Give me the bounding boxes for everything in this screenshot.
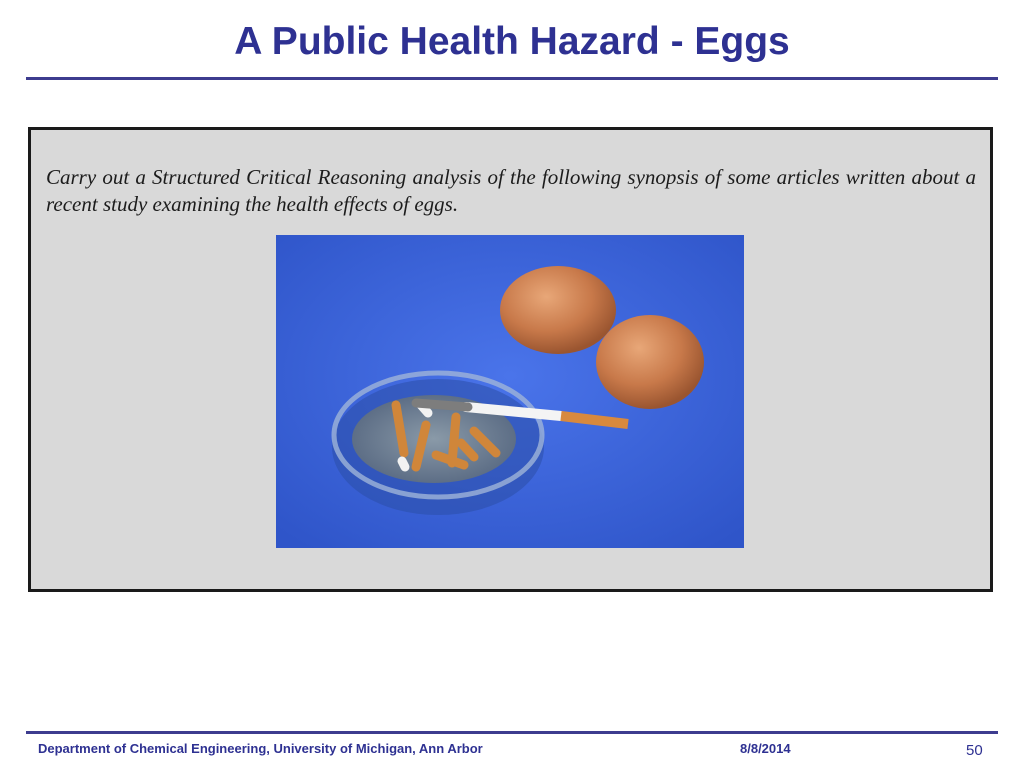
footer-divider (26, 731, 998, 734)
page-number: 50 (966, 742, 983, 759)
title-divider (26, 77, 998, 80)
footer-date: 8/8/2014 (740, 741, 791, 756)
slide-title: A Public Health Hazard - Eggs (234, 20, 790, 63)
eggs-and-ashtray-photo (276, 235, 744, 548)
footer-department: Department of Chemical Engineering, University of Michigan, Ann Arbor (38, 741, 483, 756)
content-panel (28, 127, 993, 592)
synopsis-text: Carry out a Structured Critical Reasoning analysis of the following synopsis of some articles written about a recent study examining the health effects of eggs. (46, 165, 976, 216)
